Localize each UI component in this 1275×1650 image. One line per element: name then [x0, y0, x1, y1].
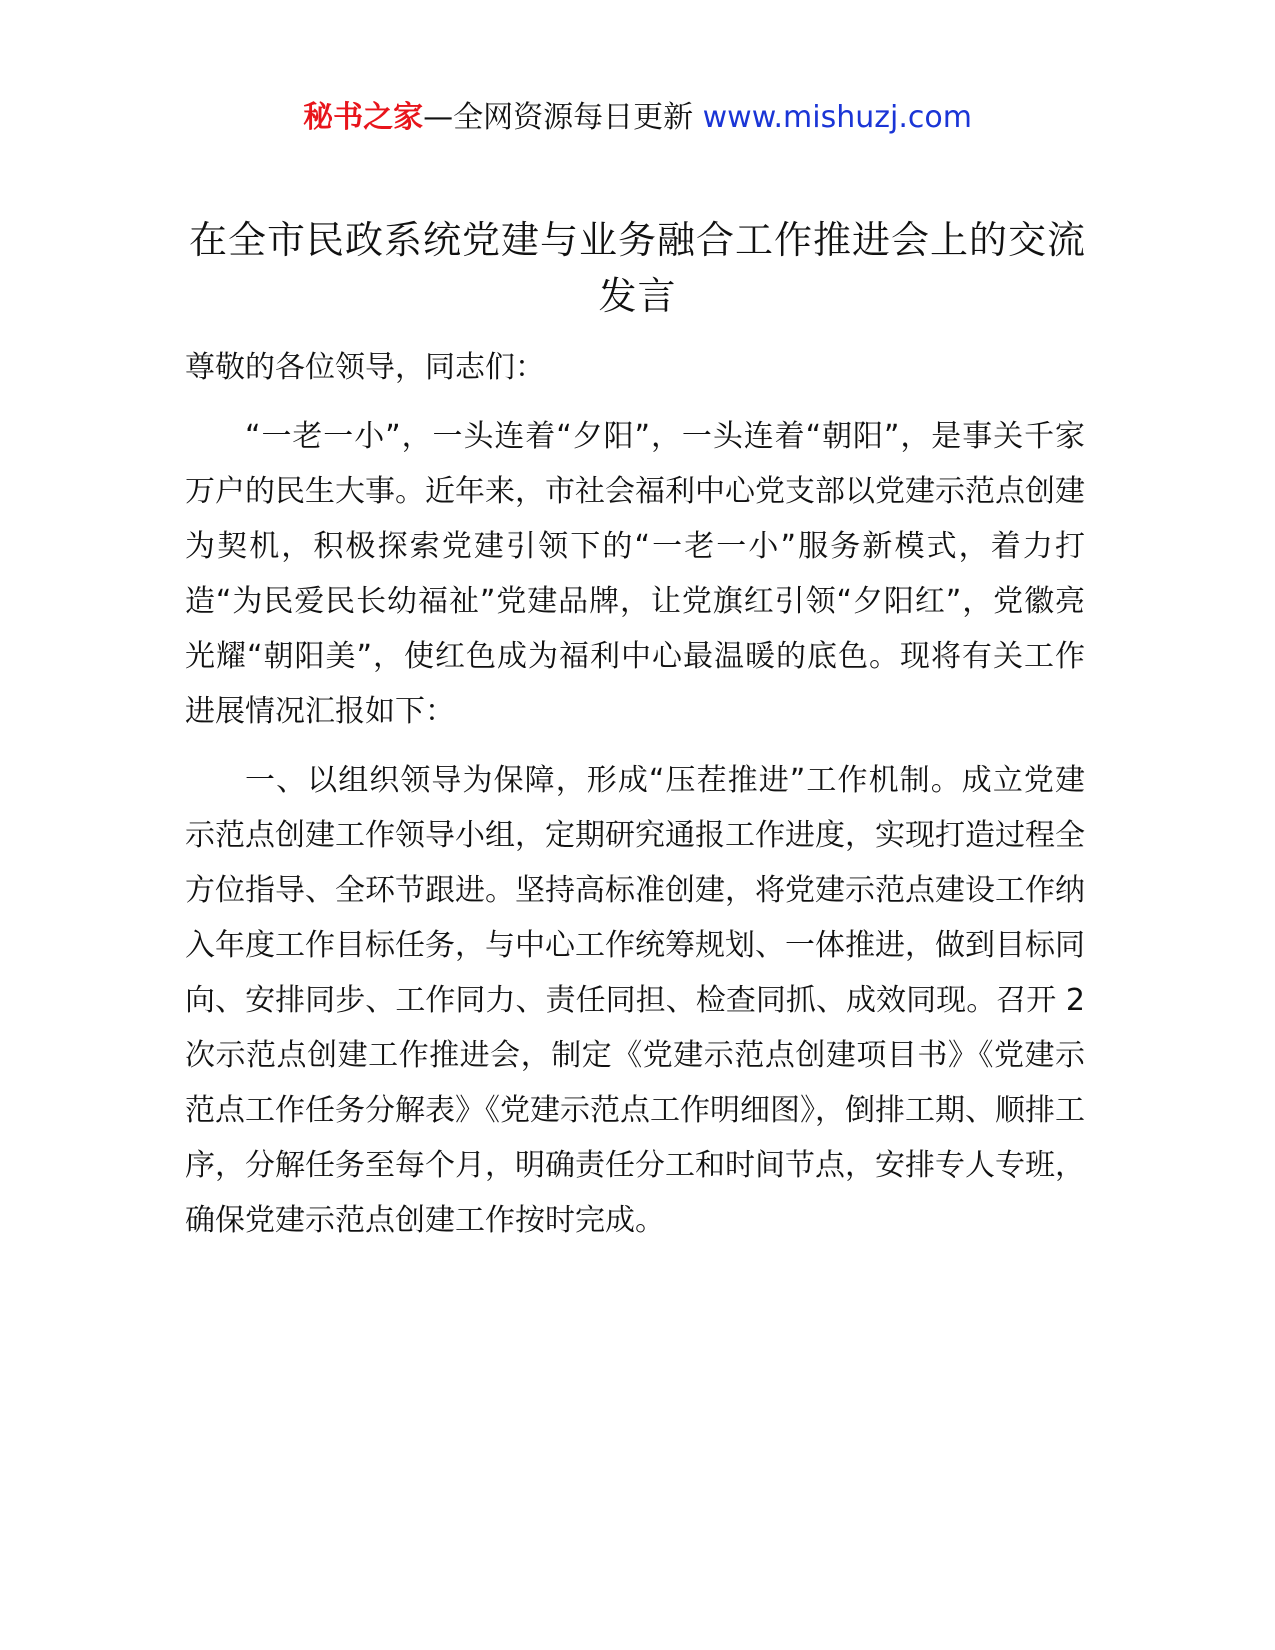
document-title: 在全市民政系统党建与业务融合工作推进会上的交流发言: [188, 218, 1086, 318]
paragraph-section-1: 一、以组织领导为保障，形成“压茬推进”工作机制。成立党建示范点创建工作领导小组，定期研究通报工作进度，实现打造过程全方位指导、全环节跟进。坚持高标准创建，将党建示范点建设工作纳入年度工作目标任务，与中心工作统筹规划、一体推进，做到目标同向、安排同步、工作同力、责任同担、检查同抓、成效同现。召开 2 次示范点创建工作推进会，制定《党建示范点创建项目书》《党建示范点工作任务分解表》《党建示范点工作明细图》，倒排工期、顺排工序，分解任务至每个月，明确责任分工和时间节点，安排专人专班，确保党建示范点创建工作按时完成。: [185, 763, 1085, 1238]
site-header: [0, 96, 1275, 140]
paragraph-intro: “一老一小”，一头连着“夕阳”，一头连着“朝阳”，是事关千家万户的民生大事。近年来，市社会福利中心党支部以党建示范点创建为契机，积极探索党建引领下的“一老一小”服务新模式，着力打造“为民爱民长幼福祉”党建品牌，让党旗红引领“夕阳红”，党徽亮光耀“朝阳美”，使红色成为福利中心最温暖的底色。现将有关工作进展情况汇报如下：: [185, 419, 1085, 729]
greeting: 尊敬的各位领导，同志们：: [185, 350, 545, 385]
site-url: www.mishuzj.com: [702, 100, 972, 135]
site-brand: 秘书之家: [303, 100, 424, 135]
document-body: [185, 340, 1085, 1262]
site-slogan: —全网资源每日更新: [423, 100, 703, 135]
